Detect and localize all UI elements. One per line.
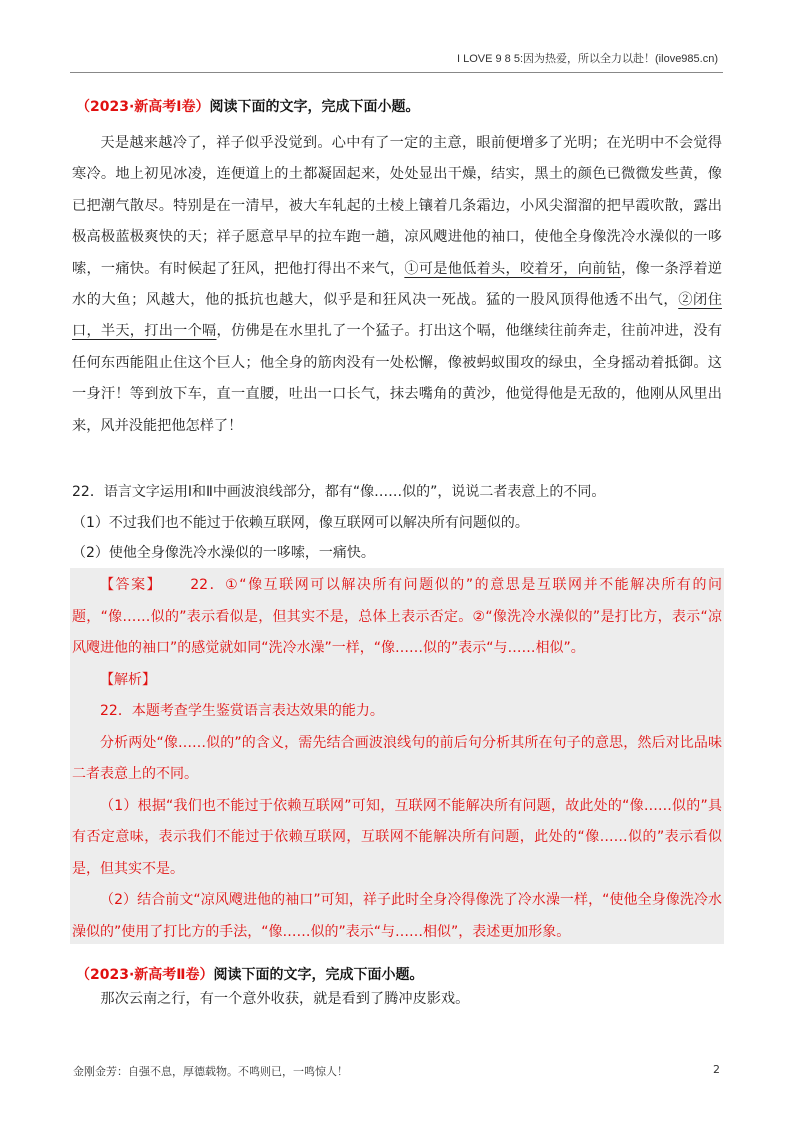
- passage-part-c: ，仿佛是在水里扎了一个猛子。打出这个嗝，他继续往前奔走，往前冲进，没有任何东西能阻止住这个巨人；他全身的筋肉没有一处松懈，像被蚂蚁围攻的绿虫，全身摇动着抵御。这一身汗！等到放下车，直一直腰，吐出一口长气，抹去嘴角的黄沙，他觉得他是无敌的，他刚从风里出来，风并没能把他怎样了！: [72, 323, 722, 434]
- question-stem: 22．语言文字运用Ⅰ和Ⅱ中画波浪线部分，都有“像……似的”，说说二者表意上的不同。: [72, 484, 606, 500]
- page-number: 2: [713, 1063, 720, 1076]
- section-1-heading: [76, 96, 420, 116]
- answer-block: [72, 570, 722, 948]
- section-2-instruction: 阅读下面的文字，完成下面小题。: [213, 967, 424, 983]
- section-1-source: （2023·新高考Ⅰ卷）: [76, 99, 210, 115]
- footer-motto: 金刚金芳：自强不息，厚德载物。不鸣则已，一鸣惊人！: [73, 1065, 348, 1078]
- underlined-sentence-1: ①可是他低着头，咬着牙，向前钻: [404, 260, 622, 277]
- section-2-passage: [72, 984, 722, 1015]
- question-item-2: （2）使他全身像洗冷水澡似的一哆嗦，一痛快。: [72, 545, 375, 561]
- section-1-passage: [72, 128, 722, 442]
- analysis-label: 【解析】: [100, 671, 156, 688]
- analysis-line-2: 分析两处“像……似的”的含义，需先结合画波浪线句的前后句分析其所在句子的意思，然后对比品味二者表意上的不同。: [72, 734, 722, 782]
- answer-text: 22．①“像互联网可以解决所有问题似的”的意思是互联网并不能解决所有的问题，“像……似的”表示看似是，但其实不是，总体上表示否定。②“像洗冷水澡似的”是打比方，表示“凉风飕进他的袖口”的感觉就如同“洗冷水澡”一样，“像……似的”表示“与……相似”。: [72, 577, 723, 656]
- section-2-heading: [76, 964, 424, 984]
- section-2-first-line: 那次云南之行，有一个意外收获，就是看到了腾冲皮影戏。: [100, 991, 470, 1007]
- question-item-1: （1）不过我们也不能过于依赖互联网，像互联网可以解决所有问题似的。: [72, 515, 529, 531]
- section-1-instruction: 阅读下面的文字，完成下面小题。: [209, 99, 420, 115]
- analysis-line-4: （2）结合前文“凉风飕进他的袖口”可知，祥子此时全身冷得像洗了冷水澡一样，“使他全身像洗冷水澡似的”使用了打比方的手法，“像……似的”表示“与……相似”，表述更加形象。: [72, 892, 722, 940]
- section-2-source: （2023·新高考Ⅱ卷）: [76, 967, 214, 983]
- passage-part-a: 天是越来越冷了，祥子似乎没觉到。心中有了一定的主意，眼前便增多了光明；在光明中不会觉得寒冷。地上初见冰凌，连便道上的土都凝固起来，处处显出干燥，结实，黑土的颜色已微微发些黄，像已把潮气散尽。特别是在一清早，被大车轧起的土棱上镶着几条霜边，小风尖溜溜的把早霞吹散，露出极高极蓝极爽快的天；祥子愿意早早的拉车跑一趟，凉风飕进他的袖口，使他全身像洗冷水澡似的一哆嗦，一痛快。有时候起了狂风，把他打得出不来气，: [72, 135, 722, 277]
- page-header: I LOVE 9 8 5:因为热爱，所以全力以赴！(ilove985.cn): [456, 53, 718, 65]
- analysis-line-3: （1）根据“我们也不能过于依赖互联网”可知，互联网不能解决所有问题，故此处的“像……似的”具有否定意味，表示我们不能过于依赖互联网，互联网不能解决所有问题，此处的“像……似的”表示看似是，但其实不是。: [72, 797, 722, 877]
- analysis-line-1: 22．本题考查学生鉴赏语言表达效果的能力。: [100, 703, 384, 719]
- passage-part-b: ，像一条浮着逆水的大鱼；风越大，他的抵抗也越大，似乎是和狂风决一死战。猛的一股风顶得他透不出气，: [72, 260, 722, 309]
- answer-label: 【答案】: [100, 577, 163, 593]
- header-divider: [70, 72, 723, 73]
- underlined-sentence-2: ②闭住口，半天，打出一个嗝: [72, 292, 722, 340]
